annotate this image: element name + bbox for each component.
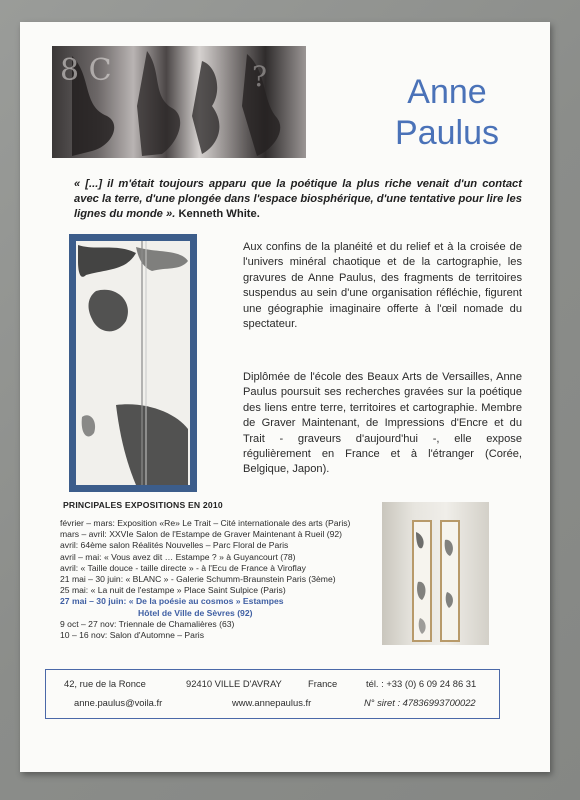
exhibition-item [60,529,390,540]
artist-name [372,72,522,154]
exhibition-date: 25 mai [60,585,86,596]
exhibition-date: avril [60,562,76,573]
artist-last-name: Paulus [395,114,499,152]
exhibition-date: avril [60,540,76,551]
exhibition-text: : « La nuit de l'estampe » Place Saint Sulpice (Paris) [85,585,286,596]
exhibition-item [60,608,390,619]
footer-address: 42, rue de la Ronce [64,678,146,689]
artist-biography: Diplômée de l'école des Beaux Arts de Versailles, Anne Paulus poursuit ses recherches gravées sur la poétique des liens entre terre, territoires et cartographie. Membre de Graver Maintenant, de Impressions d'Encre et du Trait - graveurs d'aujourd'hui -, elle expose régulièrement en France et à l'étranger (Corée, Belgique, Japon). [243,371,522,476]
exhibition-item [60,540,390,551]
contact-footer [45,669,500,719]
exhibition-text: : « De la poésie au cosmos » Estampes [123,596,284,607]
exhibition-date: 10 – 16 nov [60,630,105,641]
exhibition-item [60,596,390,607]
exhibition-text: : Exposition «Re» Le Trait – Cité internationale des arts (Paris) [112,518,351,528]
footer-phone: tél. : +33 (0) 6 09 24 86 31 [366,678,477,689]
artist-first-name: Anne [407,73,487,111]
svg-text:8 C: 8 C [60,53,112,88]
artist-statement: Aux confins de la planéité et du relief et à la croisée de l'univers minéral chaotique et de la cartographie, les gravures de Anne Paulus, des fragments de territoires suspendus au sein d'une organisation réfléchie, figurent une géographie imaginaire offerte à l'œil nomade du spectateur. [243,241,522,331]
exhibition-item [60,563,390,574]
exhibition-text: Hôtel de Ville de Sèvres (92) [138,607,253,618]
artwork-print-left [76,241,190,485]
exhibition-date: mars – avril [60,529,105,540]
hanging-panel-left [412,520,432,642]
abstract-print-icon [52,46,306,158]
exhibition-text: : Triennale de Chamalières (63) [114,618,235,629]
footer-website[interactable]: www.annepaulus.fr [232,697,312,708]
svg-text:?: ? [252,60,268,93]
exhibition-text: : « BLANC » - Galerie Schumm-Braunstein Paris (3ème) [120,574,336,585]
footer-postal: 92410 VILLE D'AVRAY [186,678,282,689]
header-artwork [52,46,306,158]
exhibition-text: : XXVIe Salon de l'Estampe de Graver Maintenant à Rueil (92) [104,529,343,540]
exhibition-item [60,630,390,641]
exhibitions-list [60,518,390,641]
exhibition-item [60,518,390,529]
exhibition-date: avril – mai [60,551,100,562]
exhibition-date: 21 mai – 30 juin [60,574,121,585]
quote-author: Kenneth White. [178,208,260,220]
exhibition-text: : « Vous avez dit … Estampe ? » à Guyancourt (78) [99,551,296,562]
exhibition-item [60,585,390,596]
gallery-wall [382,502,489,645]
hanging-panel-right [440,520,460,642]
exhibition-date: 27 mai – 30 juin [60,596,124,607]
footer-email[interactable]: anne.paulus@voila.fr [74,697,163,708]
exhibition-date: 9 oct – 27 nov [60,618,114,629]
panel-print-icon [442,522,458,640]
exhibition-item [60,574,390,585]
footer-country: France [308,678,338,689]
exhibition-text: : « Taille douce - taille directe » - à l'Ecu de France à Viroflay [75,562,306,573]
epigraph-quote [74,177,522,222]
artwork-photo-right [382,502,489,645]
exhibition-text: : Salon d'Automne – Paris [104,630,205,641]
artwork-frame-left [69,234,197,492]
panel-print-icon [414,522,430,640]
exhibition-text: : 64ème salon Réalités Nouvelles – Parc Floral de Paris [75,540,289,551]
footer-siret: N° siret : 47836993700022 [364,697,476,708]
quote-text: « [...] il m'était toujours apparu que la poétique la plus riche venait d'un contact avec la terre, d'une plongée dans l'espace biosphérique, d'une tentative pour lire les lignes du monde ». [74,178,522,220]
exhibition-date: février – mars [60,518,113,528]
exhibitions-title: PRINCIPALES EXPOSITIONS EN 2010 [63,500,223,510]
exhibition-item [60,619,390,630]
diptych-print-icon [76,241,190,485]
exhibition-item [60,552,390,563]
